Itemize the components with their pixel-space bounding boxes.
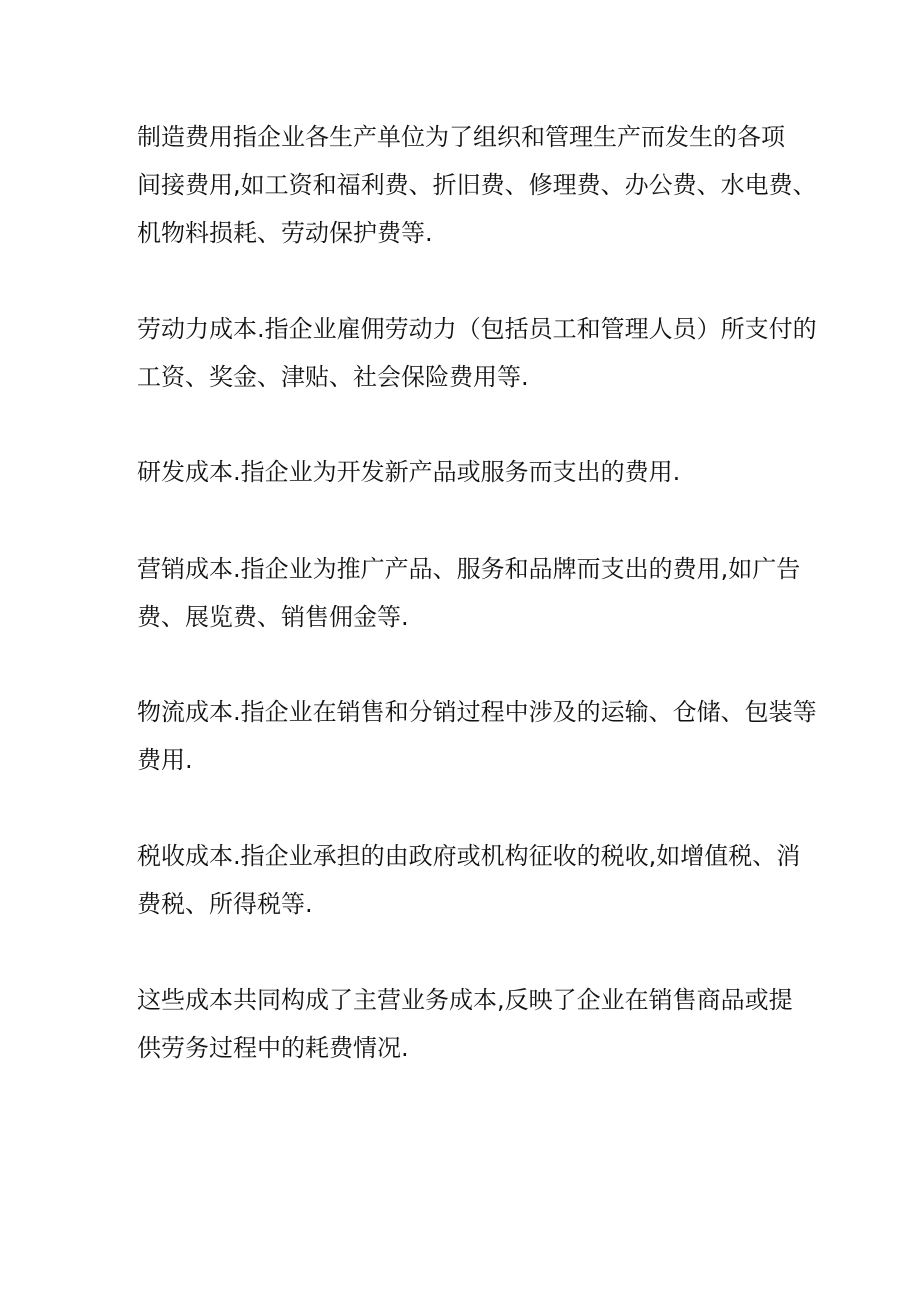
paragraph-line: 研发成本.指企业为开发新产品或服务而支出的费用. bbox=[137, 458, 681, 486]
paragraph-line: 税收成本.指企业承担的由政府或机构征收的税收,如增值税、消 bbox=[137, 842, 801, 870]
paragraph-tax-costs bbox=[137, 832, 801, 928]
paragraph-line: 制造费用指企业各生产单位为了组织和管理生产而发生的各项 bbox=[137, 123, 785, 151]
paragraph-line: 间接费用,如工资和福利费、折旧费、修理费、办公费、水电费、 bbox=[137, 171, 817, 199]
paragraph-line: 费用. bbox=[137, 746, 193, 774]
paragraph-rd-costs bbox=[137, 448, 797, 496]
paragraph-line: 这些成本共同构成了主营业务成本,反映了企业在销售商品或提 bbox=[137, 986, 793, 1014]
paragraph-line: 供劳务过程中的耗费情况. bbox=[137, 1034, 409, 1062]
paragraph-line: 机物料损耗、劳动保护费等. bbox=[137, 219, 433, 247]
paragraph-line: 物流成本.指企业在销售和分销过程中涉及的运输、仓储、包装等 bbox=[137, 698, 817, 726]
paragraph-marketing-costs bbox=[137, 545, 801, 641]
paragraph-line: 费税、所得税等. bbox=[137, 890, 313, 918]
paragraph-summary bbox=[137, 976, 797, 1072]
paragraph-line: 劳动力成本.指企业雇佣劳动力（包括员工和管理人员）所支付的 bbox=[137, 315, 817, 343]
paragraph-line: 费、展览费、销售佣金等. bbox=[137, 603, 409, 631]
paragraph-logistics-costs bbox=[137, 688, 817, 784]
paragraph-manufacturing-costs bbox=[137, 113, 817, 257]
paragraph-labor-costs bbox=[137, 305, 817, 401]
paragraph-line: 工资、奖金、津贴、社会保险费用等. bbox=[137, 363, 529, 391]
paragraph-line: 营销成本.指企业为推广产品、服务和品牌而支出的费用,如广告 bbox=[137, 555, 801, 583]
